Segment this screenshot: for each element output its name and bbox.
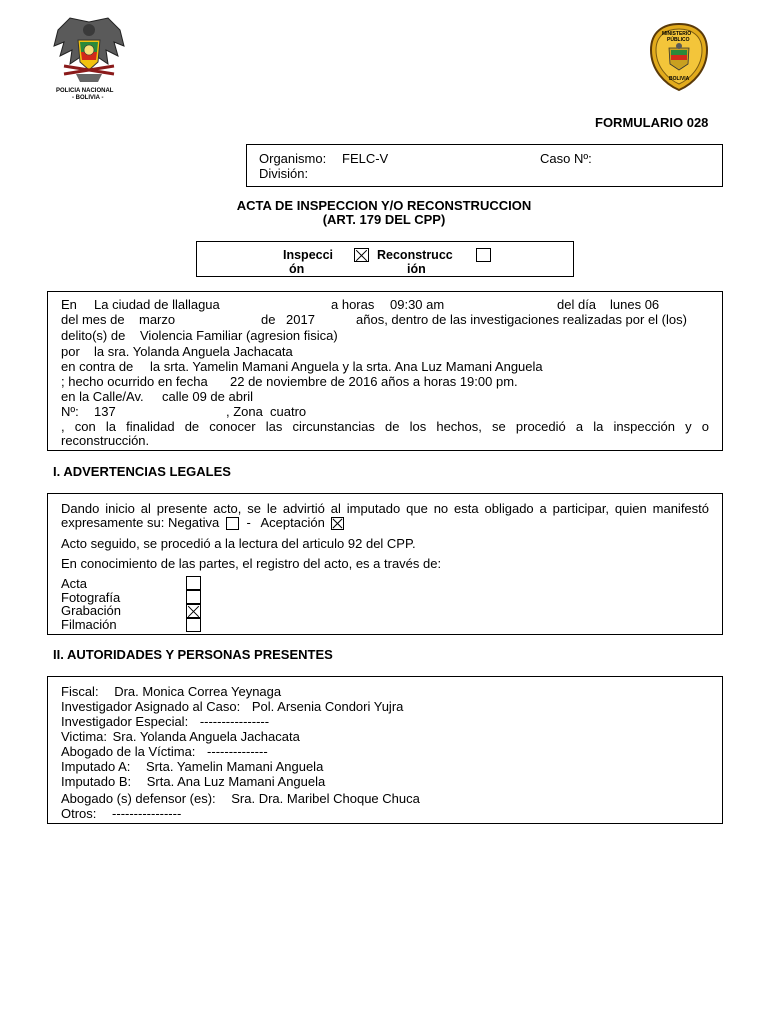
form-number: FORMULARIO 028 [595,115,709,130]
abogado-victima-value[interactable]: -------------- [207,744,268,759]
final-text-line1: , con la finalidad de conocer las circunstancias de los hechos, se procedió a la inspección y o [61,419,709,434]
lectura-text: Acto seguido, se procedió a la lectura del articulo 92 del CPP. [61,536,416,551]
aceptacion-checkbox[interactable] [331,517,344,530]
seal-text-2: PÚBLICO [667,37,690,43]
imputado-a-label: Imputado A: [61,759,131,774]
anios-text: años, dentro de las investigaciones realizadas por el (los) [356,312,687,327]
person-row [61,714,269,729]
calle-value[interactable]: calle 09 de abril [162,389,254,404]
final-text-line2: reconstrucción. [61,433,150,448]
reconstruccion-label [377,248,453,276]
en-contra-value[interactable]: la srta. Yamelin Mamani Anguela y la srta. Ana Luz Mamani Anguela [150,359,543,374]
investigador-especial-label: Investigador Especial: [61,714,189,729]
person-row [61,774,325,789]
del-mes-label: del mes de [61,312,125,327]
hecho-label: ; hecho ocurrido en fecha [61,374,208,389]
investigador-especial-value[interactable]: ---------------- [199,714,270,729]
zona-value[interactable]: cuatro [270,404,307,419]
dia-value[interactable]: lunes 06 [610,297,660,312]
division-label: División: [259,166,309,181]
logo-caption-line2: - BOLIVIA - [72,95,104,101]
title-line1: ACTA DE INSPECCION Y/O RECONSTRUCCION [236,198,532,213]
hora-value[interactable]: 09:30 am [390,297,445,312]
person-row [61,744,268,759]
imputado-a-value[interactable]: Srta. Yamelin Mamani Anguela [146,759,324,774]
inspeccion-label [283,248,333,276]
caso-label: Caso Nº: [540,151,592,166]
otros-label: Otros: [61,806,97,821]
investigador-asignado-label: Investigador Asignado al Caso: [61,699,241,714]
acta-checkbox[interactable] [186,576,201,590]
investigador-asignado-value[interactable]: Pol. Arsenia Condori Yujra [251,699,404,714]
person-row [61,791,420,806]
imputado-b-value[interactable]: Srta. Ana Luz Mamani Anguela [146,774,326,789]
organismo-value[interactable]: FELC-V [342,151,389,166]
inspeccion-checkbox[interactable] [354,248,369,262]
reconstruccion-label-part1: Reconstrucc [377,248,453,262]
aceptacion-label: Aceptación [260,515,325,530]
victima-label: Victima: [61,729,107,744]
section1-title: I. ADVERTENCIAS LEGALES [53,464,231,479]
en-label: En [61,297,77,312]
inspeccion-label-part2: ón [289,262,305,276]
delitos-label: delito(s) de [61,328,126,343]
filmacion-checkbox[interactable] [186,618,201,632]
organismo-label: Organismo: [259,151,327,166]
calle-label: en la Calle/Av. [61,389,144,404]
mes-value[interactable]: marzo [139,312,176,327]
abogado-victima-label: Abogado de la Víctima: [61,744,196,759]
zona-label: , Zona [226,404,263,419]
title-line2: (ART. 179 DEL CPP) [322,212,446,227]
option-fotografia-label: Fotografía [61,590,121,605]
option-grabacion-label: Grabación [61,603,121,618]
del-dia-label: del día [557,297,597,312]
seal-text-1: MINISTERIO [662,31,692,37]
ministerio-publico-seal [649,22,709,92]
policia-nacional-logo [50,16,128,100]
anio-value[interactable]: 2017 [286,312,315,327]
de-label: de [261,312,276,327]
section1-box [47,493,723,635]
reconstruccion-label-part2: ión [407,262,426,276]
eagle-emblem-icon [50,16,128,88]
numero-label: Nº: [61,404,79,419]
option-filmacion-label: Filmación [61,617,117,632]
intro-box [47,291,723,451]
negativa-checkbox[interactable] [226,517,239,530]
fotografia-checkbox[interactable] [186,590,201,604]
person-row [61,729,300,744]
fiscal-value[interactable]: Dra. Monica Correa Yeynaga [114,684,282,699]
type-box [196,241,574,277]
person-row [61,806,181,821]
header-box [246,144,723,187]
grabacion-checkbox[interactable] [186,604,201,618]
seal-text-3: BOLIVIA [669,76,690,82]
por-label: por [61,344,80,359]
option-acta-label: Acta [61,576,88,591]
reconstruccion-checkbox[interactable] [476,248,491,262]
section2-box [47,676,723,824]
imputado-b-label: Imputado B: [61,774,132,789]
document-title [0,199,768,227]
delitos-value[interactable]: Violencia Familiar (agresion fisica) [140,328,338,343]
en-contra-label: en contra de [61,359,134,374]
hecho-value[interactable]: 22 de noviembre de 2016 años a horas 19:00 pm. [230,374,518,389]
victima-value[interactable]: Sra. Yolanda Anguela Jachacata [112,729,300,744]
person-row [61,699,403,714]
advertencia-line2 [61,515,344,530]
logo-caption-line1: POLICIA NACIONAL [56,88,114,94]
numero-value[interactable]: 137 [94,404,116,419]
abogado-defensor-value[interactable]: Sra. Dra. Maribel Choque Chuca [231,791,420,806]
lugar-value[interactable]: La ciudad de llallagua [94,297,220,312]
por-value[interactable]: la sra. Yolanda Anguela Jachacata [94,344,293,359]
section2-title: II. AUTORIDADES Y PERSONAS PRESENTES [53,647,333,662]
otros-value[interactable]: ---------------- [112,806,182,821]
abogado-defensor-label: Abogado (s) defensor (es): [61,791,216,806]
fiscal-label: Fiscal: [61,684,99,699]
inspeccion-label-part1: Inspecci [283,248,334,262]
a-horas-label: a horas [331,297,375,312]
person-row [61,759,323,774]
advertencia-line1: Dando inicio al presente acto, se le advirtió al imputado que no esta obligado a participar, quien manifestó [61,501,709,516]
person-row [61,684,281,699]
dash-separator: - [246,515,251,530]
registro-text: En conocimiento de las partes, el registro del acto, es a través de: [61,556,442,571]
negativa-label: expresamente su: Negativa [61,515,220,530]
